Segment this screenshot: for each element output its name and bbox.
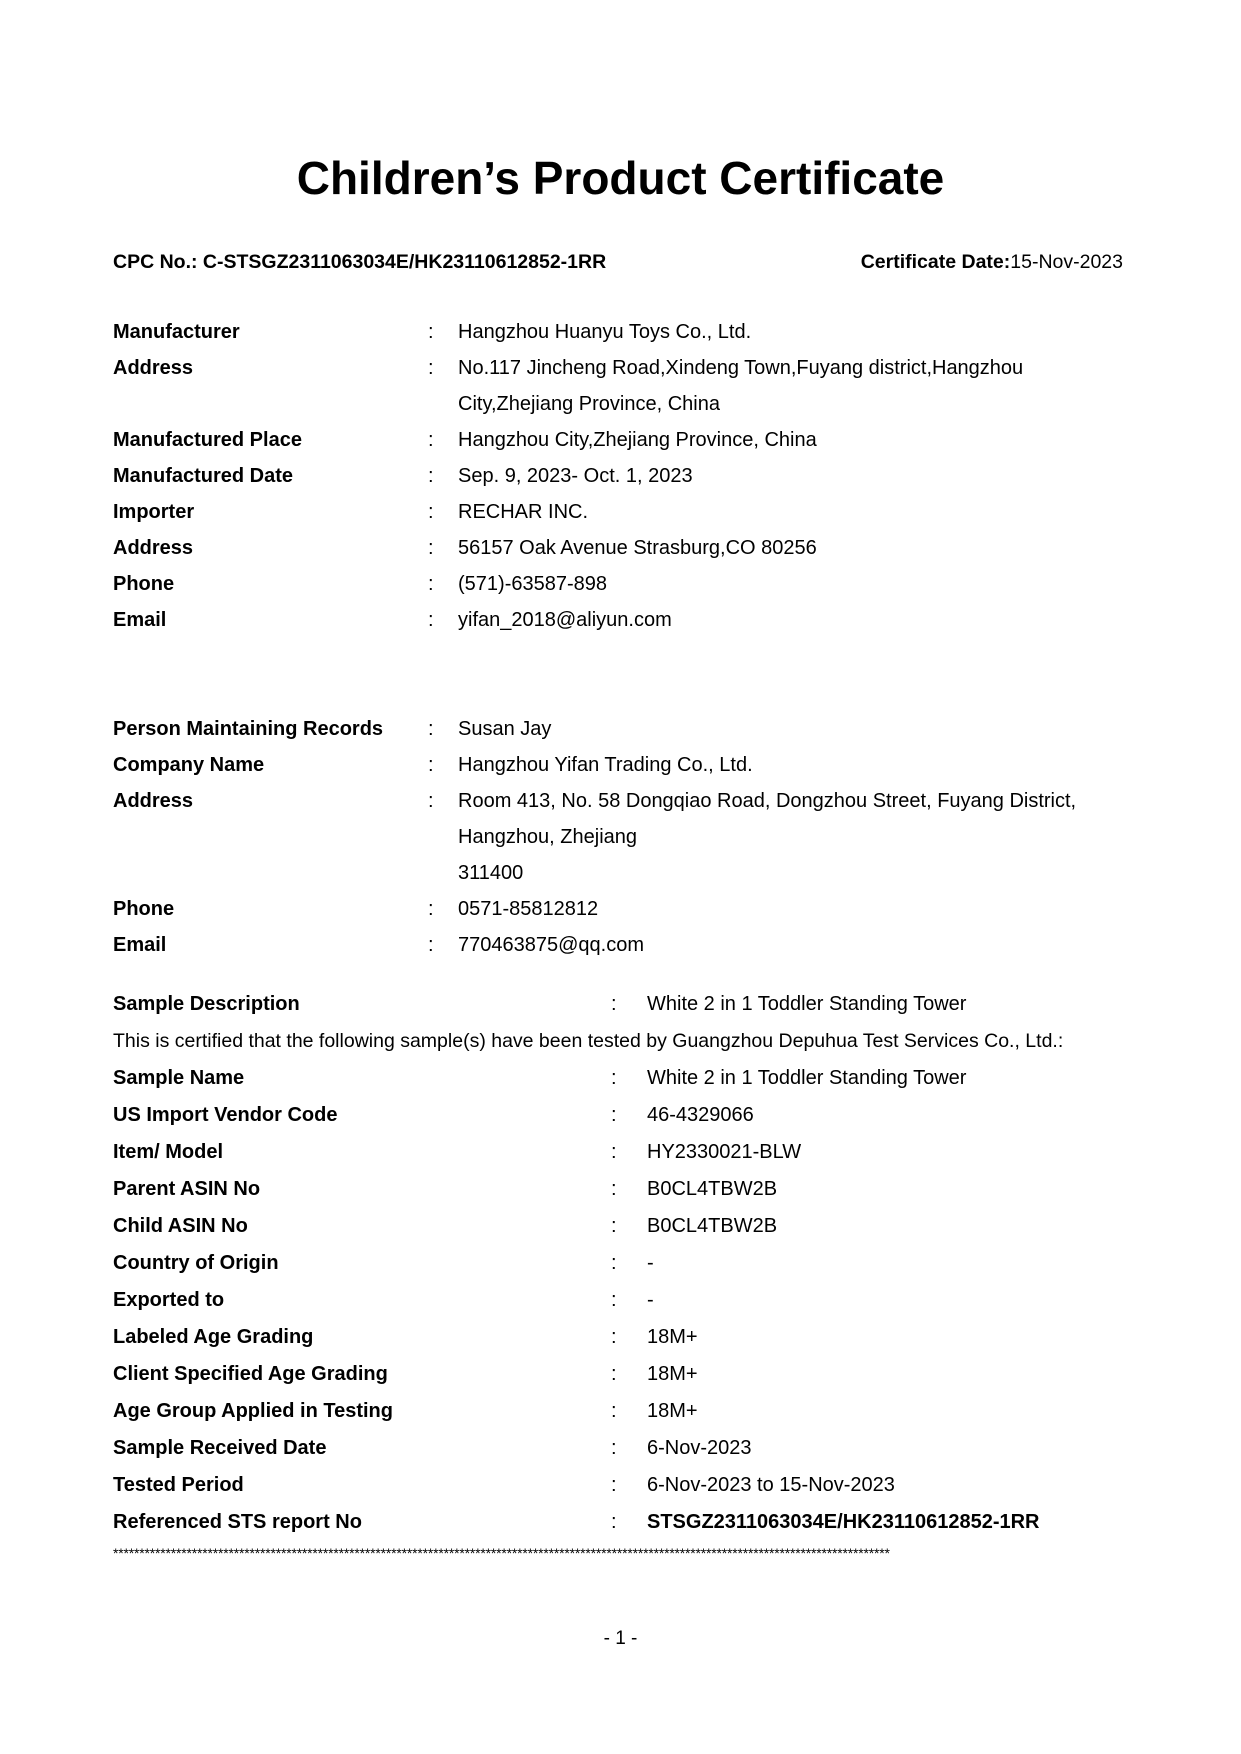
field-colon: : <box>611 1215 617 1237</box>
field-value: Hangzhou City,Zhejiang Province, China <box>458 429 817 451</box>
field-row <box>113 494 1133 530</box>
field-value: 18M+ <box>647 1363 698 1385</box>
page-number: - 1 - <box>603 1628 638 1649</box>
field-colon: : <box>611 993 617 1015</box>
field-label: Address <box>113 790 194 812</box>
records-section <box>113 711 1133 963</box>
field-label: Importer <box>113 501 195 523</box>
certificate-date-label: Certificate Date: <box>860 251 1011 273</box>
field-value: yifan_2018@aliyun.com <box>458 609 672 631</box>
field-value: HY2330021-BLW <box>647 1141 802 1163</box>
field-label: Client Specified Age Grading <box>113 1363 388 1385</box>
field-label: Sample Name <box>113 1067 245 1089</box>
field-row <box>113 602 1133 638</box>
field-row <box>113 1467 1133 1504</box>
field-row <box>113 1393 1133 1430</box>
field-colon: : <box>428 898 434 920</box>
field-value: (571)-63587-898 <box>458 573 607 595</box>
field-value: 0571-85812812 <box>458 898 599 920</box>
field-row <box>113 747 1133 783</box>
field-row <box>113 891 1133 927</box>
field-colon: : <box>428 754 434 776</box>
field-colon: : <box>611 1511 617 1533</box>
field-label: Email <box>113 934 167 956</box>
field-value: Room 413, No. 58 Dongqiao Road, Dongzhou Street, Fuyang District, Hangzhou, Zhejiang 311400 <box>458 790 1077 884</box>
sample-section <box>113 986 1133 1541</box>
field-colon: : <box>611 1400 617 1422</box>
field-label: Child ASIN No <box>113 1215 248 1237</box>
field-value: - <box>647 1289 654 1311</box>
field-colon: : <box>428 357 434 379</box>
field-label: US Import Vendor Code <box>113 1104 338 1126</box>
sts-report-number: STSGZ2311063034E/HK23110612852-1RR <box>647 1511 1040 1533</box>
field-label: Country of Origin <box>113 1252 279 1274</box>
cpc-label: CPC No.: <box>113 251 198 273</box>
field-colon: : <box>428 501 434 523</box>
field-colon: : <box>611 1252 617 1274</box>
field-row <box>113 530 1133 566</box>
field-value: 46-4329066 <box>647 1104 754 1126</box>
field-colon: : <box>611 1326 617 1348</box>
field-value: B0CL4TBW2B <box>647 1215 778 1237</box>
field-label: Phone <box>113 898 175 920</box>
field-colon: : <box>611 1067 617 1089</box>
field-value: 18M+ <box>647 1326 698 1348</box>
certificate-date-value: 15-Nov-2023 <box>1010 251 1123 273</box>
field-colon: : <box>428 790 434 812</box>
field-label: Parent ASIN No <box>113 1178 261 1200</box>
field-value: - <box>647 1252 654 1274</box>
field-label: Person Maintaining Records <box>113 718 384 740</box>
field-colon: : <box>611 1289 617 1311</box>
field-row <box>113 1430 1133 1467</box>
field-row <box>113 783 1133 891</box>
field-value: RECHAR INC. <box>458 501 589 523</box>
field-row <box>113 927 1133 963</box>
field-row <box>113 1060 1133 1097</box>
field-row <box>113 458 1133 494</box>
field-value: 56157 Oak Avenue Strasburg,CO 80256 <box>458 537 817 559</box>
field-colon: : <box>428 573 434 595</box>
field-value: 6-Nov-2023 to 15-Nov-2023 <box>647 1474 895 1496</box>
field-value: No.117 Jincheng Road,Xindeng Town,Fuyang district,Hangzhou City,Zhejiang Province, China <box>458 357 1024 415</box>
field-label: Phone <box>113 573 175 595</box>
manufacturer-section <box>113 314 1133 638</box>
field-row <box>113 1319 1133 1356</box>
field-row <box>113 1134 1133 1171</box>
field-value: Susan Jay <box>458 718 552 740</box>
field-colon: : <box>428 321 434 343</box>
field-row <box>113 711 1133 747</box>
field-colon: : <box>611 1363 617 1385</box>
certificate-header <box>113 249 1123 275</box>
field-value: 18M+ <box>647 1400 698 1422</box>
field-row <box>113 1097 1133 1134</box>
field-label: Item/ Model <box>113 1141 224 1163</box>
field-colon: : <box>428 465 434 487</box>
certification-statement: This is certified that the following sample(s) have been tested by Guangzhou Depuhua Test Services Co., Ltd.: <box>113 1030 1064 1052</box>
field-row <box>113 1504 1133 1541</box>
field-colon: : <box>428 718 434 740</box>
field-label: Labeled Age Grading <box>113 1326 314 1348</box>
field-row <box>113 1356 1133 1393</box>
field-value: Sep. 9, 2023- Oct. 1, 2023 <box>458 465 693 487</box>
field-row <box>113 1208 1133 1245</box>
field-row <box>113 1282 1133 1319</box>
field-label: Age Group Applied in Testing <box>113 1400 393 1422</box>
field-value: Hangzhou Yifan Trading Co., Ltd. <box>458 754 753 776</box>
field-colon: : <box>611 1104 617 1126</box>
field-row <box>113 422 1133 458</box>
field-label: Referenced STS report No <box>113 1511 362 1533</box>
field-colon: : <box>428 934 434 956</box>
separator-line: **************************************************************************************************************************************************** <box>113 1545 890 1561</box>
field-value: 6-Nov-2023 <box>647 1437 752 1459</box>
field-row <box>113 314 1133 350</box>
field-label: Manufacturer <box>113 321 240 343</box>
field-colon: : <box>428 429 434 451</box>
cpc-value: C-STSGZ2311063034E/HK23110612852-1RR <box>202 251 607 273</box>
field-colon: : <box>611 1141 617 1163</box>
field-value: B0CL4TBW2B <box>647 1178 778 1200</box>
field-colon: : <box>611 1178 617 1200</box>
field-colon: : <box>428 609 434 631</box>
page-title: Children’s Product Certificate <box>296 152 945 204</box>
field-label: Sample Description <box>113 993 300 1015</box>
field-value: 770463875@qq.com <box>458 934 644 956</box>
field-colon: : <box>611 1437 617 1459</box>
field-colon: : <box>428 537 434 559</box>
field-label: Address <box>113 357 194 379</box>
field-label: Address <box>113 537 194 559</box>
field-row <box>113 566 1133 602</box>
field-value: White 2 in 1 Toddler Standing Tower <box>647 993 967 1015</box>
cpc-number <box>113 249 606 275</box>
field-value: White 2 in 1 Toddler Standing Tower <box>647 1067 967 1089</box>
field-label: Sample Received Date <box>113 1437 327 1459</box>
certificate-date <box>861 249 1123 275</box>
field-label: Email <box>113 609 167 631</box>
field-row <box>113 1171 1133 1208</box>
field-label: Manufactured Date <box>113 465 294 487</box>
field-row <box>113 1245 1133 1282</box>
field-label: Tested Period <box>113 1474 244 1496</box>
field-label: Manufactured Place <box>113 429 302 451</box>
field-row <box>113 986 1133 1023</box>
field-label: Exported to <box>113 1289 225 1311</box>
field-colon: : <box>611 1474 617 1496</box>
field-value: Hangzhou Huanyu Toys Co., Ltd. <box>458 321 752 343</box>
field-row <box>113 350 1133 422</box>
field-label: Company Name <box>113 754 265 776</box>
